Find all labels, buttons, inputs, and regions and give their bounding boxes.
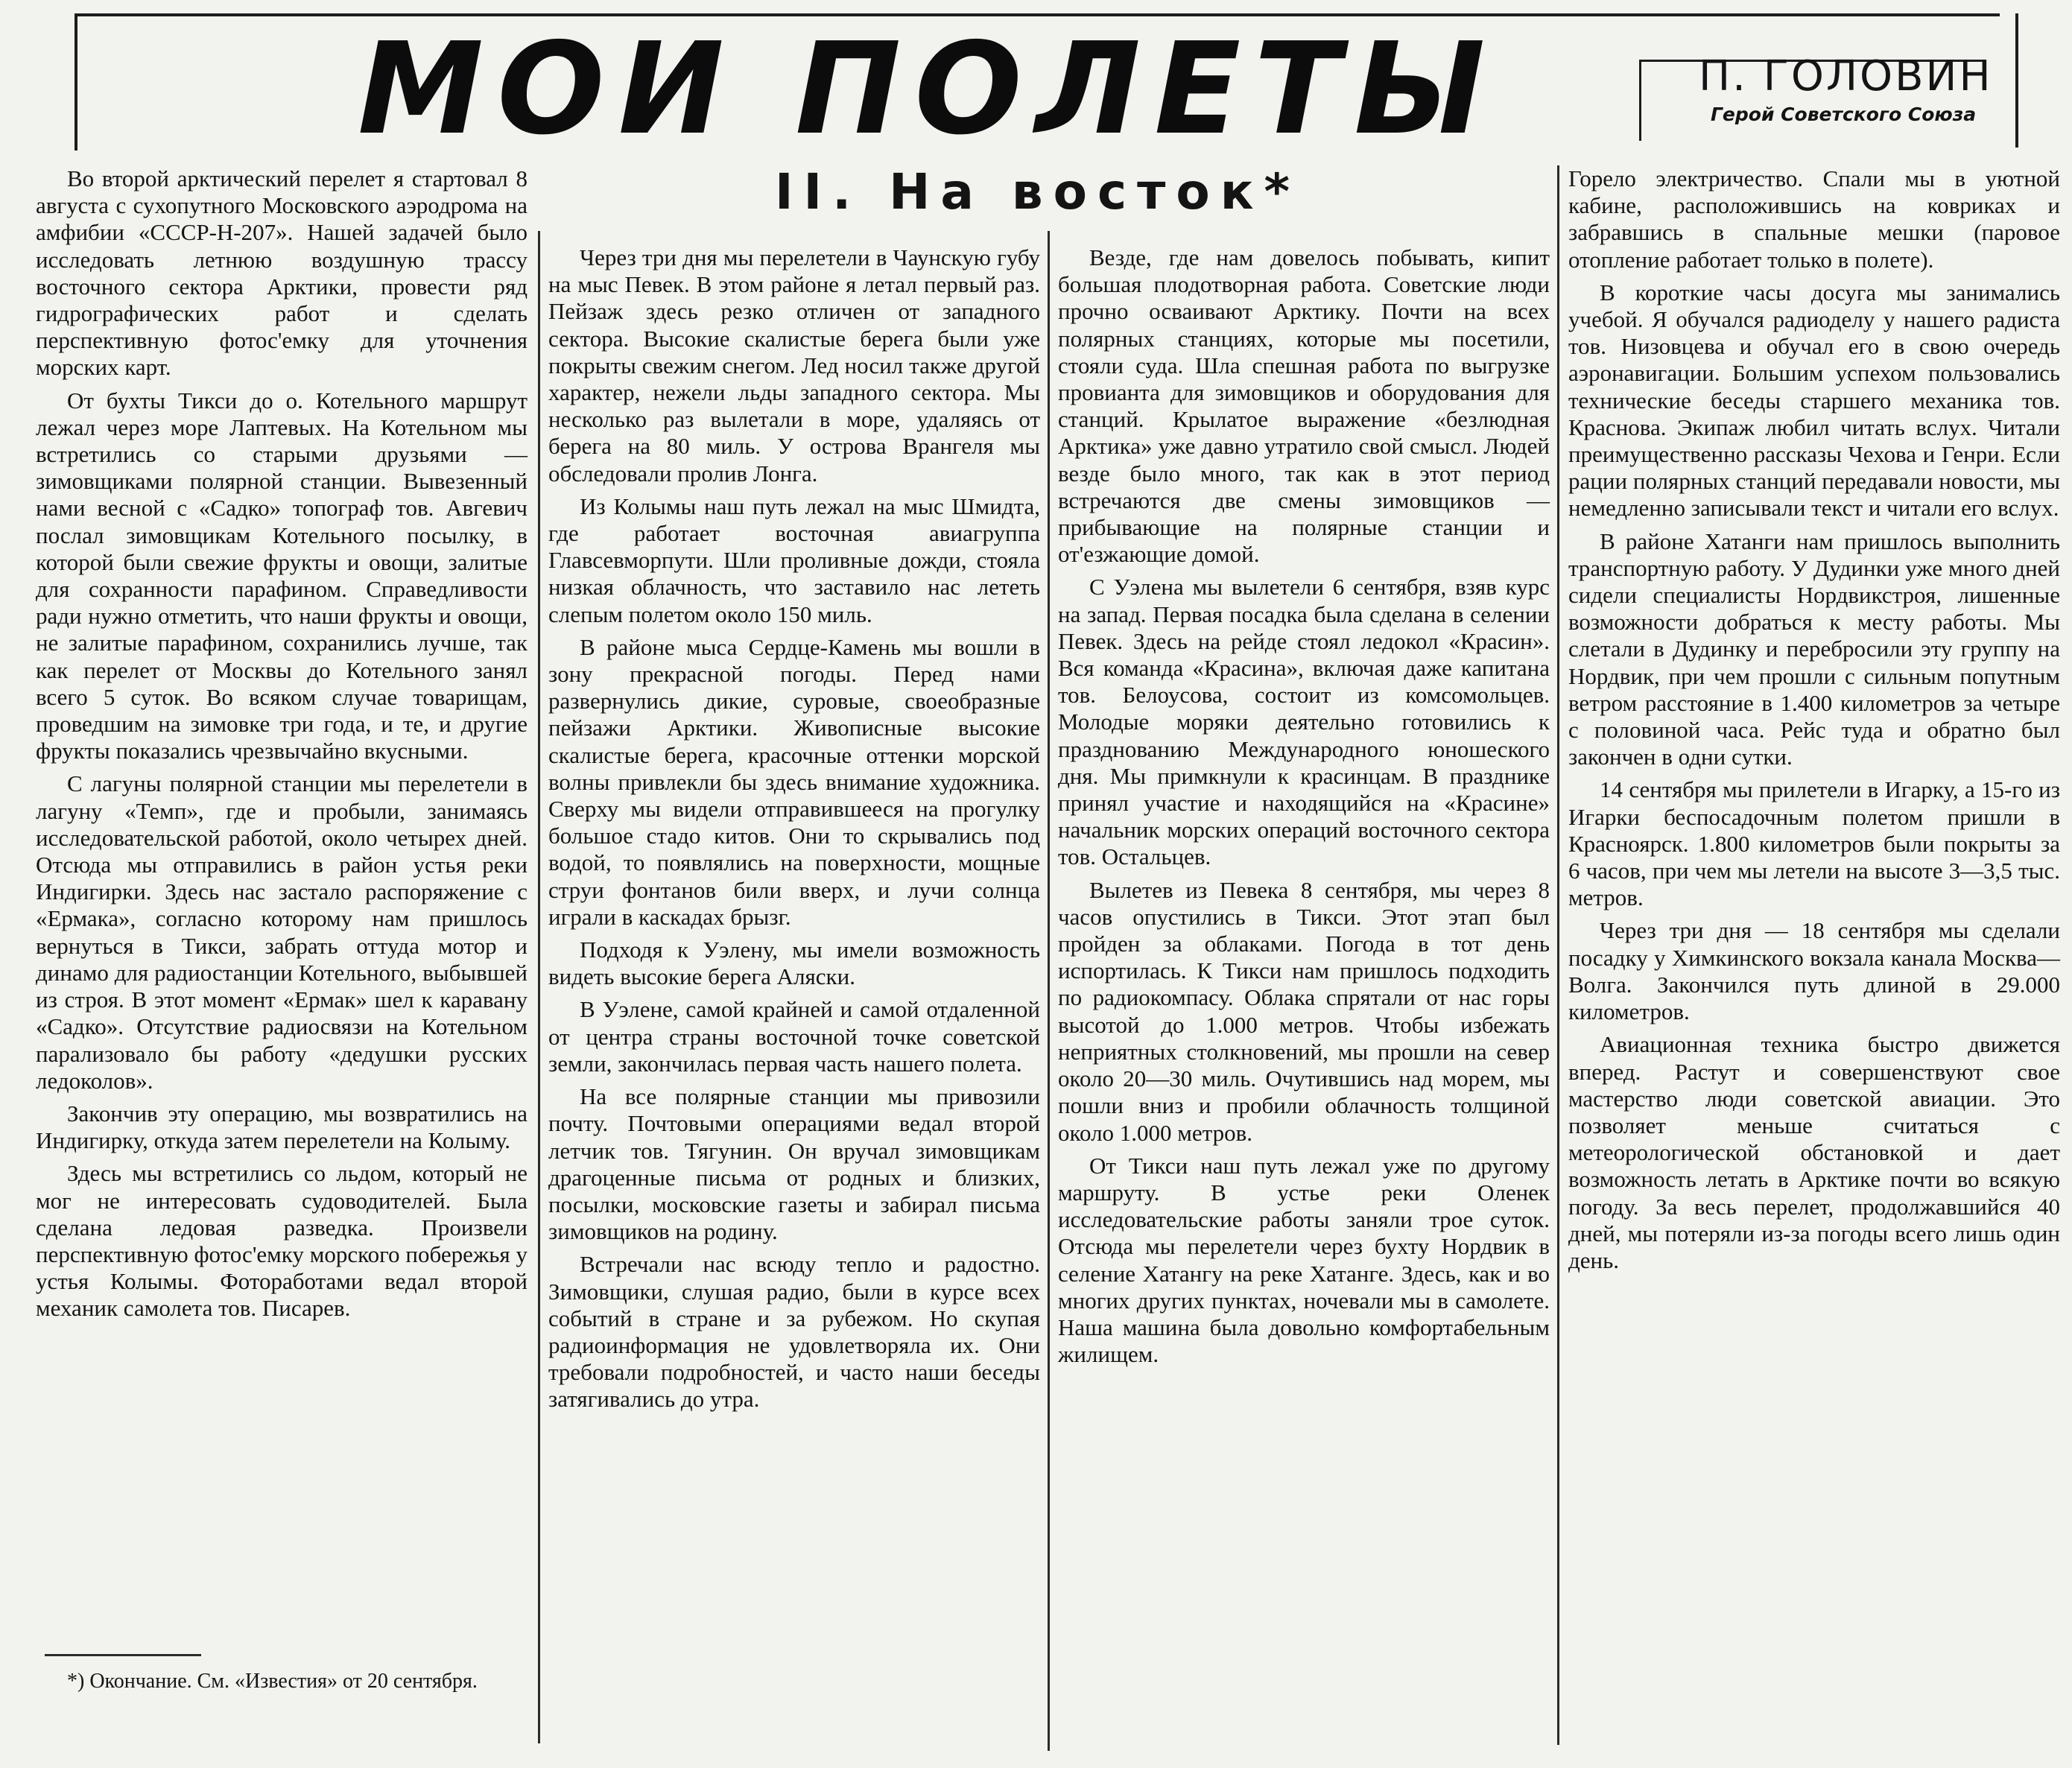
paragraph: Через три дня мы перелетели в Чаунскую губу на мыс Певек. В этом районе я летал первый раз. Пейзаж здесь резко отличен от западного сектора. Высокие скалистые берега были уже покрыты свежим снегом. Лед носил также другой характер, нежели льды западного сектора. Мы несколько раз вылетали в море, удаляясь от берега на 80 миль. У острова Врангеля мы обследовали пролив Лонга.: [548, 244, 1040, 487]
text-column-4: [1568, 165, 2060, 1280]
paragraph: Из Колымы наш путь лежал на мыс Шмидта, где работает восточная авиагруппа Главсевморпути. Шли проливные дожди, стояла низкая облачность, что заставило нас лететь слепым полетом около 150 миль.: [548, 492, 1040, 627]
footnote-rule: [45, 1654, 201, 1656]
paragraph: Встречали нас всюду тепло и радостно. Зимовщики, слушая радио, были в курсе всех событий в стране и за рубежом. Но скупая радиоинформация не удовлетворяла их. Они требовали подробностей, и часто наши беседы затягивались до утра.: [548, 1251, 1040, 1413]
author-title: Герой Советского Союза: [1711, 104, 1977, 125]
paragraph: Закончив эту операцию, мы возвратились на Индигирку, откуда затем перелетели на Колыму.: [36, 1100, 527, 1154]
author-name: П. ГОЛОВИН: [1699, 52, 1993, 101]
paragraph: В районе мыса Сердце-Камень мы вошли в зону прекрасной погоды. Перед нами развернулись дикие, суровые, своеобразные пейзажи Арктики. Живописные высокие скалистые берега, красочные оттенки морской волны привлекли бы здесь внимание художника. Сверху мы видели отправившееся на прогулку большое стадо китов. Они то скрывались под водой, то появлялись на поверхности, мощные струи фонтанов били вверх, и лучи солнца играли в каскадах брызг.: [548, 633, 1040, 930]
paragraph: В Уэлене, самой крайней и самой отдаленной от центра страны восточной точке советской земли, закончилась первая часть нашего полета.: [548, 996, 1040, 1077]
column-rule: [1048, 231, 1050, 1751]
footnote: *) Окончание. См. «Известия» от 20 сентября.: [67, 1670, 478, 1693]
paragraph: Здесь мы встретились со льдом, который не мог не интересовать судоводителей. Была сделана ледовая разведка. Произвели перспективную фотос'емку морского побережья у устья Колымы. Фотоработами ведал второй механик самолета тов. Писарев.: [36, 1160, 527, 1322]
article-subtitle: II. На восток*: [775, 163, 1301, 221]
paragraph: Через три дня — 18 сентября мы сделали посадку у Химкинского вокзала канала Москва—Волга. Закончился путь длиной в 29.000 километров.: [1568, 917, 2060, 1025]
paragraph: Авиационная техника быстро движется вперед. Растут и совершенствуют свое мастерство люди советской авиации. Это позволяет меньше считаться с метеорологической обстановкой и дает возможность летать в Арктике почти во всякую погоду. За весь перелет, продолжавшийся 40 дней, мы потеряли из-за погоды всего лишь один день.: [1568, 1031, 2060, 1273]
article-title: МОИ ПОЛЕТЫ: [358, 16, 1499, 163]
paragraph: С Уэлена мы вылетели 6 сентября, взяв курс на запад. Первая посадка была сделана в селении Певек. Здесь на рейде стоял ледокол «Красин». Вся команда «Красина», включая даже капитана тов. Белоусова, состоит из комсомольцев. Молодые моряки деятельно готовились к празднованию Международного юношеского дня. Мы примкнули к красинцам. В празднике принял участие и находящийся на «Красине» начальник морских операций восточного сектора тов. Остальцев.: [1058, 574, 1550, 870]
paragraph: Подходя к Уэлену, мы имели возможность видеть высокие берега Аляски.: [548, 937, 1040, 990]
paragraph: Вылетев из Певека 8 сентября, мы через 8 часов опустились в Тикси. Этот этап был пройден за облаками. Погода в тот день испортилась. К Тикси нам пришлось подходить по радиокомпасу. Облака спрятали от нас горы высотой до 1.000 метров. Чтобы избежать неприятных столкновений, мы прошли на север около 20—30 миль. Очутившись над морем, мы пошли вниз и пробили облачность толщиной около 1.000 метров.: [1058, 876, 1550, 1146]
paragraph: В районе Хатанги нам пришлось выполнить транспортную работу. У Дудинки уже много дней сидели специалисты Нордвикстроя, лишенные возможности добраться к месту работы. Мы слетали в Дудинку и перебросили эту группу на Нордвик, при чем прошли с сильным попутным ветром расстояние в 1.400 километров за четыре с половиной часа. Рейс туда и обратно был закончен в одни сутки.: [1568, 527, 2060, 770]
text-column-1: [36, 165, 527, 1328]
paragraph: Горело электричество. Спали мы в уютной кабине, расположившись на ковриках и забравшись в спальные мешки (паровое отопление работает только в полете).: [1568, 165, 2060, 273]
paragraph: 14 сентября мы прилетели в Игарку, а 15-го из Игарки беспосадочным полетом пришли в Красноярск. 1.800 километров были покрыты за 6 часов, при чем мы летели на высоте 3—3,5 тыс. метров.: [1568, 776, 2060, 911]
paragraph: Везде, где нам довелось побывать, кипит большая плодотворная работа. Советские люди прочно осваивают Арктику. Почти на всех полярных станциях, которые мы посетили, стояли суда. Шла спешная работа по выгрузке провианта для зимовщиков и оборудования для станций. Крылатое выражение «безлюдная Арктика» уже давно утратило свой смысл. Людей везде было много, так как в этот период встречаются две смены зимовщиков — прибывающие на полярные станции и от'езжающие домой.: [1058, 244, 1550, 568]
paragraph: С лагуны полярной станции мы перелетели в лагуну «Темп», где и пробыли, занимаясь исследовательской работой, около четырех дней. Отсюда мы отправились в район устья реки Индигирки. Здесь нас застало распоряжение с «Ермака», согласно которому нам пришлось вернуться в Тикси, забрать оттуда мотор и динамо для радиостанции Котельного, выбывшей из строя. В этот момент «Ермак» шел к каравану «Садко». Отсутствие радиосвязи на Котельном парализовало бы работу «дедушки русских ледоколов».: [36, 770, 527, 1094]
text-column-3: [1058, 244, 1550, 1374]
paragraph: Во второй арктический перелет я стартовал 8 августа с сухопутного Московского аэродрома на амфибии «СССР-Н-207». Нашей задачей было исследовать летнюю воздушную трассу восточного сектора Арктики, провести ряд гидрографических работ и сделать перспективную фотос'емку для уточнения морских карт.: [36, 165, 527, 381]
paragraph: От Тикси наш путь лежал уже по другому маршруту. В устье реки Оленек исследовательские работы заняли трое суток. Отсюда мы перелетели через бухту Нордвик в селение Хатангу на реке Хатанге. Здесь, как и во многих других пунктах, ночевали мы в самолете. Наша машина была довольно комфортабельным жилищем.: [1058, 1152, 1550, 1368]
paragraph: От бухты Тикси до о. Котельного маршрут лежал через море Лаптевых. На Котельном мы встретились со старыми друзьями — зимовщиками полярной станции. Вывезенный нами весной с «Садко» топограф тов. Авгевич послал зимовщикам Котельного посылку, в которой были свежие фрукты и овощи, залитые для сохранности парафином. Справедливости ради нужно отметить, что наши фрукты и овощи, не залитые парафином, сохранились лучше, так как перелет от Москвы до Котельного занял всего 5 суток. Во всяком случае товарищам, проведшим на зимовке три года, и те, и другие фрукты показались чрезвычайно вкусными.: [36, 387, 527, 764]
paragraph: В короткие часы досуга мы занимались учебой. Я обучался радиоделу у нашего радиста тов. Низовцева и обучал его в свою очередь аэронавигации. Большим успехом пользовались технические беседы старшего механика тов. Краснова. Экипаж любил читать вслух. Читали преимущественно рассказы Чехова и Генри. Если рации полярных станций передавали новости, мы немедленно записывали текст и читали его вслух.: [1568, 279, 2060, 522]
column-rule: [538, 231, 540, 1743]
text-column-2: [548, 244, 1040, 1419]
column-rule: [1557, 165, 1559, 1745]
paragraph: На все полярные станции мы привозили почту. Почтовыми операциями ведал второй летчик тов. Тягунин. Он вручал зимовщикам драгоценные письма от родных и близких, посылки, московские газеты и забирал письма зимовщиков на родину.: [548, 1083, 1040, 1245]
